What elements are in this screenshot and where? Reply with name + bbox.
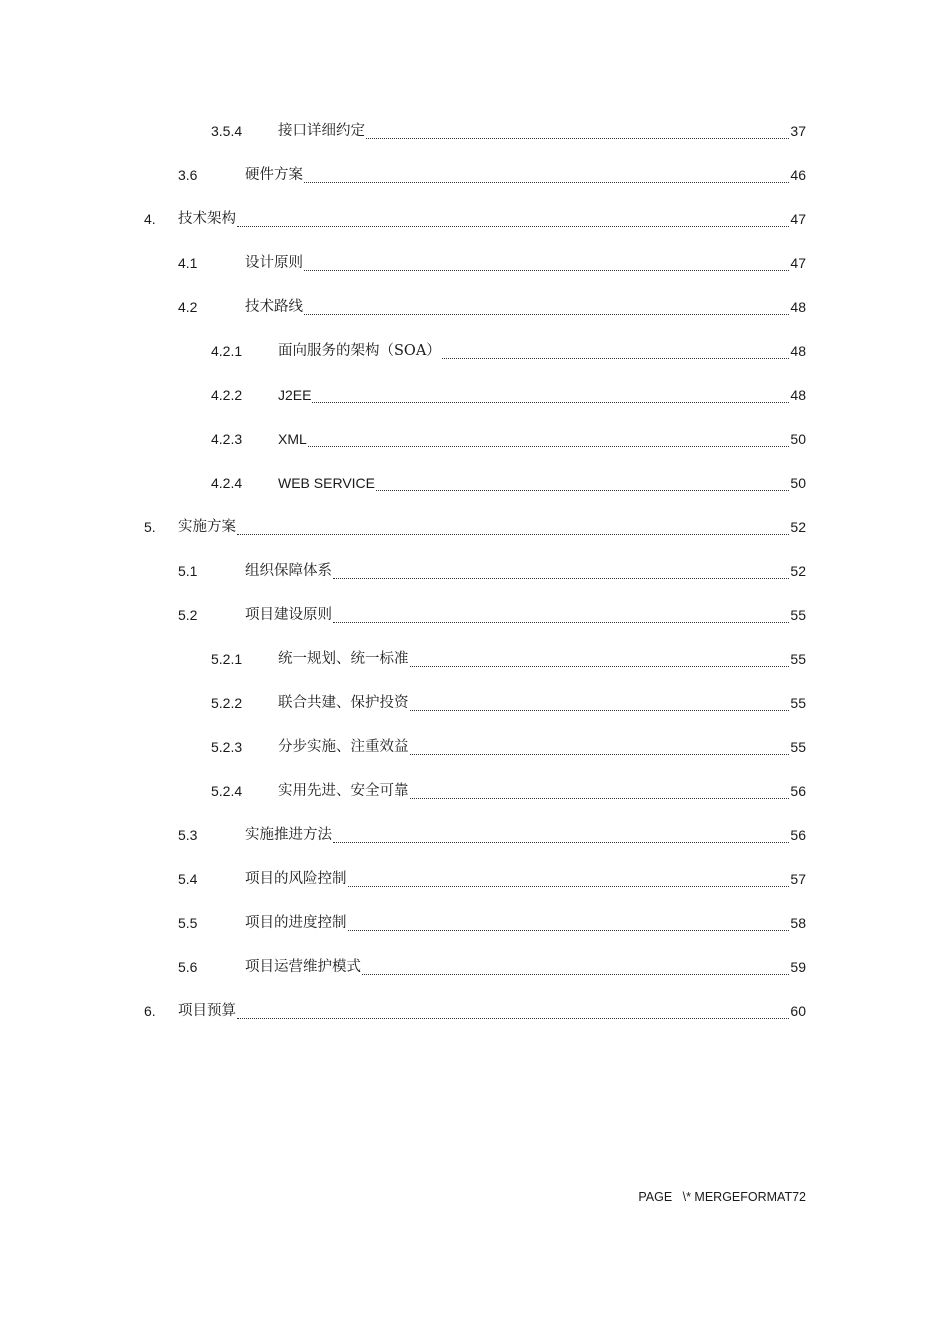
- toc-entry-page-number: 50: [790, 475, 806, 491]
- toc-entry-number: 5.6: [178, 959, 198, 975]
- toc-entry-page-number: 58: [790, 915, 806, 931]
- toc-row: [0, 681, 950, 725]
- toc-entry-title: 项目预算: [178, 1003, 236, 1019]
- toc-dot-leader: [333, 593, 789, 637]
- toc-dot-leader: [410, 769, 790, 813]
- toc-entry-number: 5.2: [178, 607, 198, 623]
- toc-entry-number: 3.5.4: [211, 123, 243, 139]
- toc-entry-page-number: 55: [790, 695, 806, 711]
- toc-entry-page-number: 55: [790, 739, 806, 755]
- toc-entry-title: XML: [278, 431, 307, 447]
- toc-entry-link[interactable]: [211, 769, 806, 813]
- toc-entry-number: 5.1: [178, 563, 198, 579]
- toc-row: [0, 813, 950, 857]
- toc-row: [0, 857, 950, 901]
- toc-entry-link[interactable]: [178, 593, 806, 637]
- toc-row: [0, 769, 950, 813]
- toc-entry-page-number: 60: [790, 1003, 806, 1019]
- toc-entry-link[interactable]: [178, 549, 806, 593]
- toc-row: [0, 549, 950, 593]
- toc-entry-number: 4.2: [178, 299, 198, 315]
- toc-entry-number: 6.: [144, 1003, 156, 1019]
- toc-row: [0, 725, 950, 769]
- toc-dot-leader: [410, 725, 790, 769]
- toc-row: [0, 241, 950, 285]
- toc-entry-page-number: 56: [790, 827, 806, 843]
- toc-entry-number: 5.2.3: [211, 739, 243, 755]
- toc-entry-link[interactable]: [144, 505, 806, 549]
- toc-entry-title: 实施推进方法: [245, 827, 332, 843]
- toc-row: [0, 285, 950, 329]
- toc-entry-number: 5.5: [178, 915, 198, 931]
- toc-dot-leader: [304, 285, 789, 329]
- toc-entry-link[interactable]: [211, 681, 806, 725]
- toc-dot-leader: [348, 857, 790, 901]
- toc-entry-page-number: 52: [790, 563, 806, 579]
- toc-entry-title: J2EE: [278, 387, 312, 403]
- toc-entry-link[interactable]: [144, 197, 806, 241]
- toc-entry-page-number: 48: [790, 299, 806, 315]
- toc-entry-number: 4.2.3: [211, 431, 243, 447]
- toc-row: [0, 329, 950, 373]
- toc-entry-link[interactable]: [211, 461, 806, 505]
- toc-row: [0, 505, 950, 549]
- toc-entry-title: 联合共建、保护投资: [278, 695, 409, 711]
- toc-entry-title: 项目运营维护模式: [245, 959, 361, 975]
- toc-row: [0, 373, 950, 417]
- toc-dot-leader: [362, 945, 789, 989]
- toc-entry-number: 4.1: [178, 255, 198, 271]
- toc-dot-leader: [410, 681, 790, 725]
- toc-entry-link[interactable]: [211, 373, 806, 417]
- toc-entry-title: WEB SERVICE: [278, 475, 375, 491]
- toc-entry-title: 技术架构: [178, 211, 236, 227]
- toc-row: [0, 197, 950, 241]
- toc-entry-page-number: 46: [790, 167, 806, 183]
- toc-row: [0, 417, 950, 461]
- toc-entry-page-number: 47: [790, 211, 806, 227]
- toc-entry-page-number: 37: [790, 123, 806, 139]
- toc-dot-leader: [237, 197, 789, 241]
- toc-row: [0, 637, 950, 681]
- toc-entry-number: 5.4: [178, 871, 198, 887]
- toc-dot-leader: [410, 637, 790, 681]
- toc-entry-title: 面向服务的架构（SOA）: [278, 343, 441, 359]
- toc-entry-page-number: 48: [790, 343, 806, 359]
- toc-entry-link[interactable]: [178, 901, 806, 945]
- toc-entry-link[interactable]: [178, 813, 806, 857]
- toc-row: [0, 153, 950, 197]
- toc-dot-leader: [376, 461, 789, 505]
- toc-entry-link[interactable]: [178, 153, 806, 197]
- toc-entry-number: 5.2.4: [211, 783, 243, 799]
- toc-dot-leader: [333, 813, 789, 857]
- toc-dot-leader: [348, 901, 790, 945]
- toc-dot-leader: [312, 373, 789, 417]
- toc-row: [0, 109, 950, 153]
- toc-entry-link[interactable]: [211, 637, 806, 681]
- toc-entry-title: 分步实施、注重效益: [278, 739, 409, 755]
- toc-entry-page-number: 52: [790, 519, 806, 535]
- toc-entry-link[interactable]: [211, 417, 806, 461]
- toc-entry-link[interactable]: [178, 285, 806, 329]
- toc-entry-title: 硬件方案: [245, 167, 303, 183]
- toc-row: [0, 945, 950, 989]
- toc-entry-title: 设计原则: [245, 255, 303, 271]
- toc-entry-page-number: 55: [790, 607, 806, 623]
- toc-entry-number: 4.2.4: [211, 475, 243, 491]
- toc-entry-number: 3.6: [178, 167, 198, 183]
- toc-entry-page-number: 47: [790, 255, 806, 271]
- toc-dot-leader: [308, 417, 790, 461]
- toc-entry-link[interactable]: [178, 945, 806, 989]
- toc-row: [0, 989, 950, 1033]
- toc-entry-title: 实施方案: [178, 519, 236, 535]
- toc-row: [0, 901, 950, 945]
- toc-entry-page-number: 56: [790, 783, 806, 799]
- toc-entry-title: 实用先进、安全可靠: [278, 783, 409, 799]
- toc-entry-link[interactable]: [211, 329, 806, 373]
- toc-entry-number: 4.: [144, 211, 156, 227]
- toc-entry-link[interactable]: [144, 989, 806, 1033]
- toc-entry-link[interactable]: [211, 109, 806, 153]
- toc-entry-page-number: 55: [790, 651, 806, 667]
- toc-entry-title: 项目的进度控制: [245, 915, 347, 931]
- toc-entry-title: 项目建设原则: [245, 607, 332, 623]
- toc-dot-leader: [333, 549, 789, 593]
- toc-entry-page-number: 59: [790, 959, 806, 975]
- toc-dot-leader: [442, 329, 790, 373]
- toc-dot-leader: [237, 505, 789, 549]
- toc-dot-leader: [237, 989, 789, 1033]
- toc-entry-number: 5.: [144, 519, 156, 535]
- toc-row: [0, 461, 950, 505]
- toc-entry-link[interactable]: [178, 241, 806, 285]
- toc-entry-page-number: 50: [790, 431, 806, 447]
- toc-dot-leader: [304, 241, 789, 285]
- toc-entry-page-number: 48: [790, 387, 806, 403]
- toc-entry-title: 组织保障体系: [245, 563, 332, 579]
- toc-entry-link[interactable]: [211, 725, 806, 769]
- toc-entry-number: 4.2.1: [211, 343, 243, 359]
- toc-entry-title: 项目的风险控制: [245, 871, 347, 887]
- toc-entry-page-number: 57: [790, 871, 806, 887]
- toc-entry-number: 4.2.2: [211, 387, 243, 403]
- toc-entry-number: 5.2.1: [211, 651, 243, 667]
- toc-entry-number: 5.3: [178, 827, 198, 843]
- toc-entry-title: 技术路线: [245, 299, 303, 315]
- toc-dot-leader: [304, 153, 789, 197]
- toc-entry-title: 统一规划、统一标准: [278, 651, 409, 667]
- toc-dot-leader: [366, 109, 789, 153]
- toc-entry-link[interactable]: [178, 857, 806, 901]
- toc-entry-title: 接口详细约定: [278, 123, 365, 139]
- toc-entry-number: 5.2.2: [211, 695, 243, 711]
- toc-row: [0, 593, 950, 637]
- page-footer: PAGE \* MERGEFORMAT72: [638, 1190, 806, 1204]
